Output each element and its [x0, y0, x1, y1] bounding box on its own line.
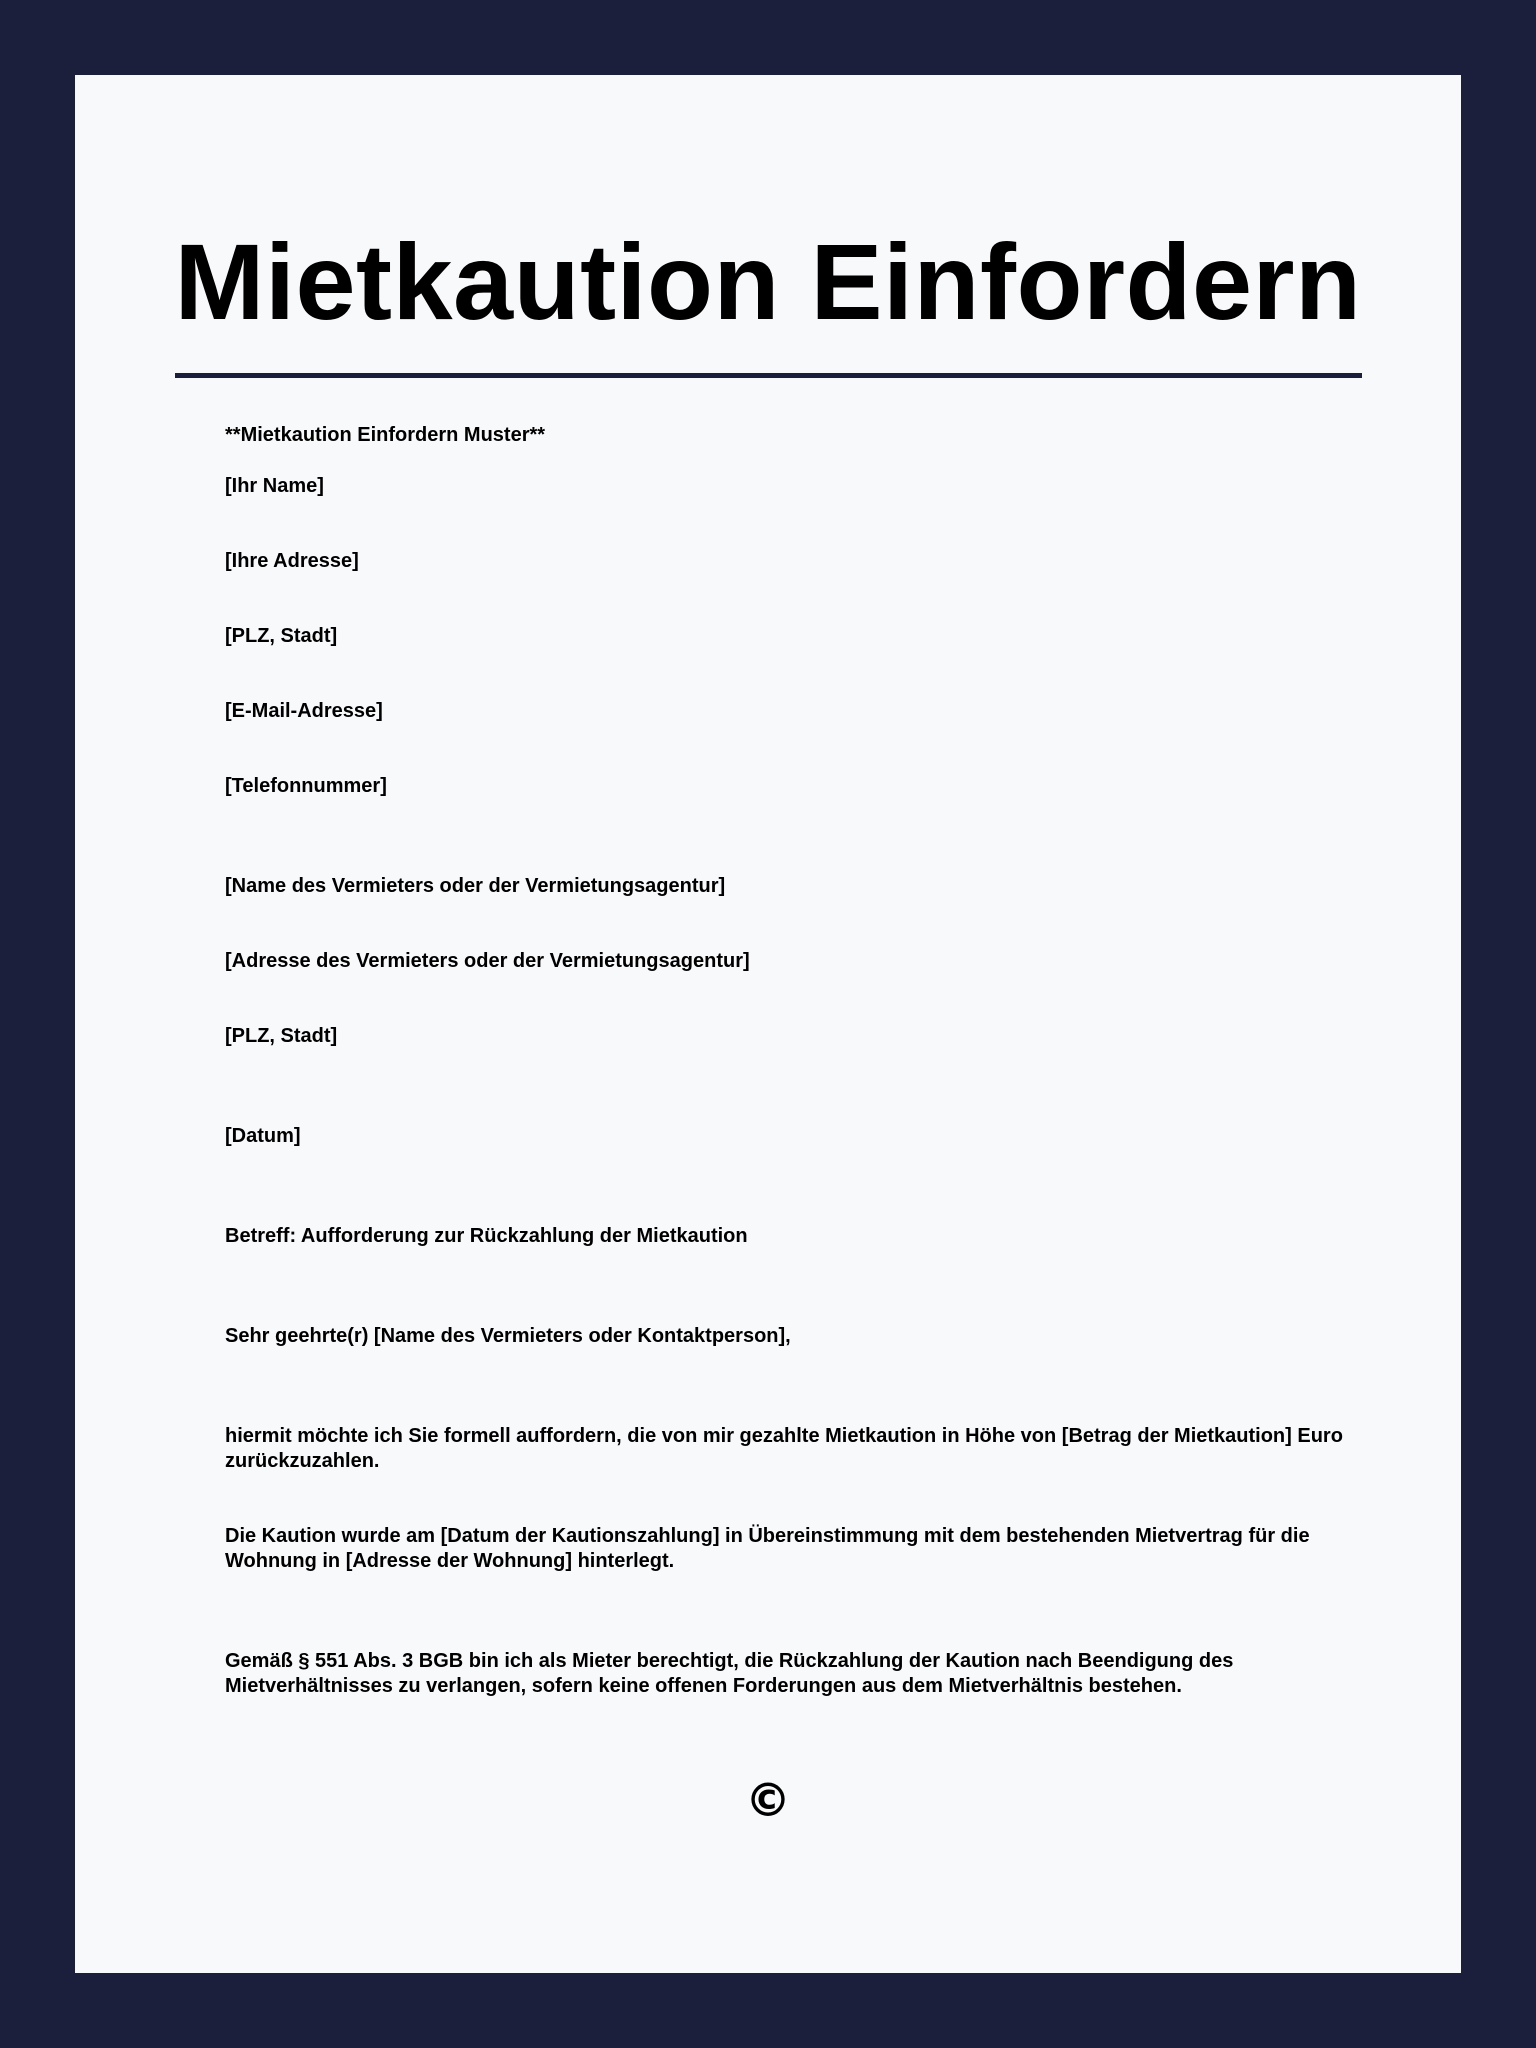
letter-paragraph: Die Kaution wurde am [Datum der Kautionszahlung] in Übereinstimmung mit dem bestehenden Mietvertrag für die Wohnung in [Adresse der Wohnung] hinterlegt. — [225, 1525, 1310, 1572]
letter-paragraph: hiermit möchte ich Sie formell auffordern, die von mir gezahlte Mietkaution in Höhe von [Betrag der Mietkaution] Euro zurückzuzahlen. — [225, 1425, 1343, 1472]
recipient-city: [PLZ, Stadt] — [225, 1025, 338, 1047]
recipient-address: [Adresse des Vermieters oder der Vermietungsagentur] — [225, 950, 750, 972]
letter-subject: Betreff: Aufforderung zur Rückzahlung der Mietkaution — [225, 1225, 748, 1247]
letter-date: [Datum] — [225, 1125, 301, 1147]
title-divider — [175, 373, 1362, 378]
sender-email: [E-Mail-Adresse] — [225, 700, 383, 722]
letter-salutation: Sehr geehrte(r) [Name des Vermieters oder Kontaktperson], — [225, 1325, 791, 1347]
sender-name: [Ihr Name] — [225, 475, 324, 497]
document-subtitle: **Mietkaution Einfordern Muster** — [225, 424, 546, 446]
sender-address: [Ihre Adresse] — [225, 550, 359, 572]
sender-phone: [Telefonnummer] — [225, 775, 387, 797]
copyright-icon: © — [745, 1773, 791, 1827]
sender-city: [PLZ, Stadt] — [225, 625, 338, 647]
page-title: Mietkaution Einfordern — [174, 221, 1362, 342]
recipient-name: [Name des Vermieters oder der Vermietungsagentur] — [225, 875, 726, 897]
letter-paragraph: Gemäß § 551 Abs. 3 BGB bin ich als Mieter berechtigt, die Rückzahlung der Kaution nach Beendigung des Mietverhältnisses zu verlangen, sofern keine offenen Forderungen aus dem Mietverhältnis bestehen. — [225, 1650, 1234, 1697]
